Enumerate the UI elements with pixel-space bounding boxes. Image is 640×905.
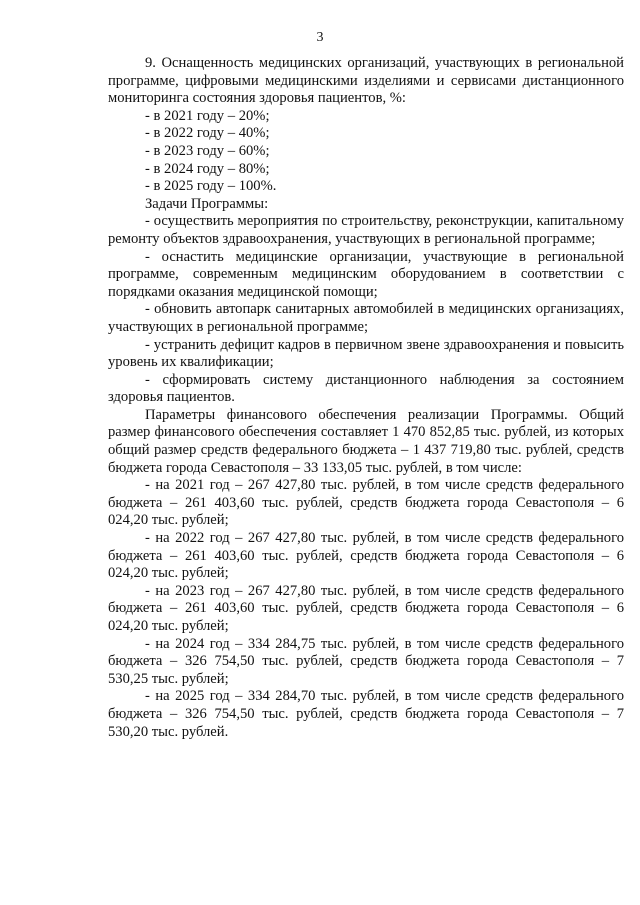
tasks-heading: Задачи Программы: xyxy=(145,195,269,212)
financing-year-2021: - на 2021 год – 267 427,80 тыс. рублей, в том числе средств федерального бюджета – 261 403,60 тыс. рублей, средств бюджета города Севастополя – 6 024,20 тыс. рублей; xyxy=(108,477,624,529)
target-year-2025: - в 2025 году – 100%. xyxy=(145,178,277,195)
target-year-2024: - в 2024 году – 80%; xyxy=(145,160,270,177)
task-item-monitoring: - сформировать систему дистанционного наблюдения за состоянием здоровья пациентов. xyxy=(108,371,624,406)
task-item-staff: - устранить дефицит кадров в первичном звене здравоохранения и повысить уровень их квалификации; xyxy=(108,336,624,371)
target-year-2022: - в 2022 году – 40%; xyxy=(145,125,270,142)
financing-year-2024: - на 2024 год – 334 284,75 тыс. рублей, в том числе средств федерального бюджета – 326 754,50 тыс. рублей, средств бюджета города Севастополя – 7 530,25 тыс. рублей; xyxy=(108,635,624,687)
page-number: 3 xyxy=(316,30,324,45)
document-body xyxy=(108,55,624,741)
financing-intro: Параметры финансового обеспечения реализации Программы. Общий размер финансового обеспечения составляет 1 470 852,85 тыс. рублей, из которых общий размер средств федерального бюджета – 1 437 719,80 тыс. рублей, средств бюджета города Севастополя – 33 133,05 тыс. рублей, в том числе: xyxy=(108,406,624,476)
target-year-2023: - в 2023 году – 60%; xyxy=(145,142,270,159)
financing-year-2022: - на 2022 год – 267 427,80 тыс. рублей, в том числе средств федерального бюджета – 261 403,60 тыс. рублей, средств бюджета города Севастополя – 6 024,20 тыс. рублей; xyxy=(108,530,624,582)
task-item-ambulances: - обновить автопарк санитарных автомобилей в медицинских организациях, участвующих в региональной программе; xyxy=(108,301,624,335)
financing-year-2023: - на 2023 год – 267 427,80 тыс. рублей, в том числе средств федерального бюджета – 261 403,60 тыс. рублей, средств бюджета города Севастополя – 6 024,20 тыс. рублей; xyxy=(108,582,624,634)
task-item-equipment: - оснастить медицинские организации, участвующие в региональной программе, современным медицинским оборудованием в соответствии с порядками оказания медицинской помощи; xyxy=(108,248,624,300)
financing-year-2025: - на 2025 год – 334 284,70 тыс. рублей, в том числе средств федерального бюджета – 326 754,50 тыс. рублей, средств бюджета города Севастополя – 7 530,20 тыс. рублей. xyxy=(108,688,624,740)
item-9-paragraph: 9. Оснащенность медицинских организаций, участвующих в региональной программе, цифровыми медицинскими изделиями и сервисами дистанционного мониторинга состояния здоровья пациентов, %: xyxy=(108,55,624,107)
target-year-2021: - в 2021 году – 20%; xyxy=(145,107,270,124)
task-item-construction: - осуществить мероприятия по строительству, реконструкции, капитальному ремонту объектов здравоохранения, участвующих в региональной программе; xyxy=(108,213,624,247)
